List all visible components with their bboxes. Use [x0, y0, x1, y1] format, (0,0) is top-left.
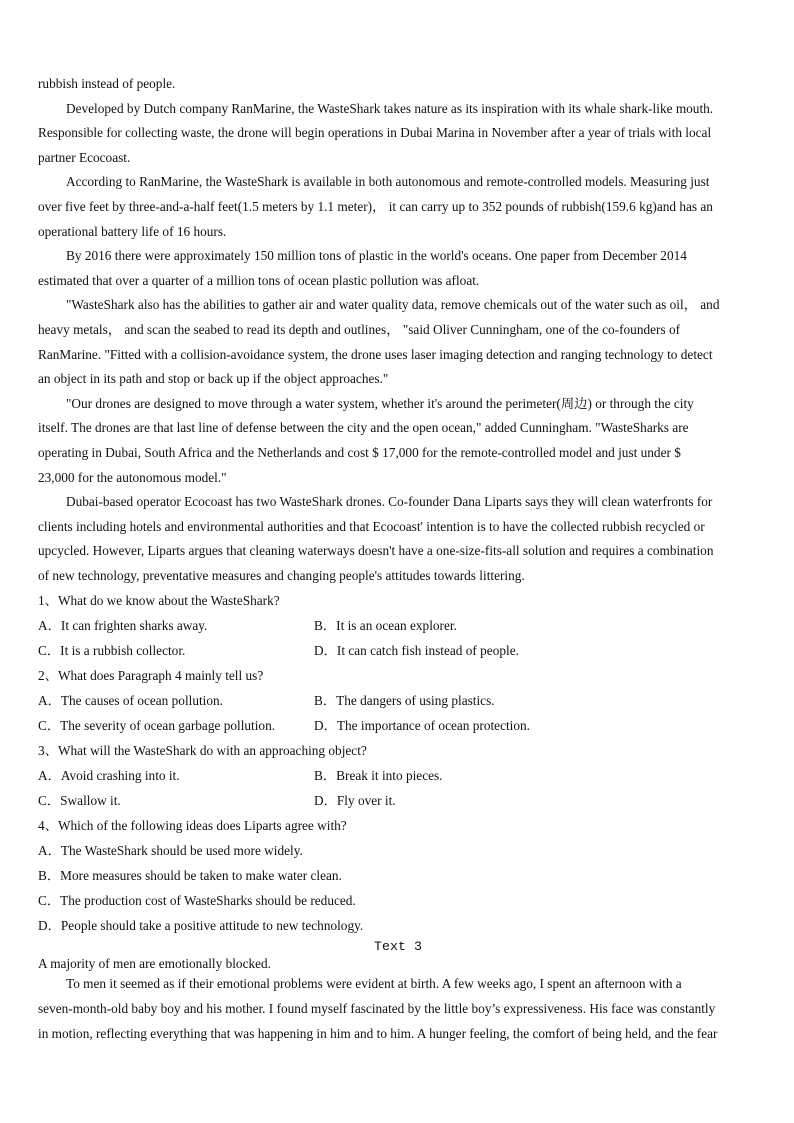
question-3: [38, 738, 758, 813]
passage-line: Dubai-based operator Ecocoast has two WasteShark drones. Co-founder Dana Liparts says they will clean waterfronts for: [66, 494, 713, 510]
passage-line: "Our drones are designed to move through a water system, whether it's around the perimeter(周边) or through the city: [66, 395, 694, 411]
section-heading-text3: Text 3: [374, 939, 422, 955]
passage-line: Responsible for collecting waste, the drone will begin operations in Dubai Marina in November after a year of trials with local: [38, 125, 712, 141]
question-stem: 2、What does Paragraph 4 mainly tell us?: [38, 668, 264, 684]
passage-line: RanMarine. "Fitted with a collision-avoidance system, the drone uses laser imaging detection and ranging technology to detect: [38, 346, 713, 362]
passage-line: By 2016 there were approximately 150 million tons of plastic in the world's oceans. One paper from December 2014: [66, 248, 687, 264]
passage-line: Developed by Dutch company RanMarine, the WasteShark takes nature as its inspiration with its whale shark-like mouth.: [66, 100, 714, 116]
passage-line: itself. The drones are that last line of defense between the city and the open ocean," added Cunningham. "WasteSharks are: [38, 420, 689, 436]
option-d: D．Fly over it.: [314, 793, 396, 809]
option-b: B．The dangers of using plastics.: [314, 693, 495, 709]
option-c: C．It is a rubbish collector.: [38, 643, 186, 659]
passage-line: estimated that over a quarter of a million tons of ocean plastic pollution was afloat.: [38, 272, 480, 288]
passage-line: over five feet by three-and-a-half feet(1.5 meters by 1.1 meter)， it can carry up to 352 pounds of rubbish(159.6 kg)and has an: [38, 198, 713, 214]
option-a: A．The causes of ocean pollution.: [38, 693, 223, 709]
option-d: D．It can catch fish instead of people.: [314, 643, 519, 659]
option-c: C．The production cost of WasteSharks should be reduced.: [38, 893, 356, 909]
passage-line: 23,000 for the autonomous model.": [38, 469, 227, 485]
passage-line: operating in Dubai, South Africa and the Netherlands and cost $ 17,000 for the remote-controlled model and just under $: [38, 444, 681, 460]
passage-line: an object in its path and stop or back up if the object approaches.": [38, 371, 389, 387]
option-d: D．People should take a positive attitude to new technology.: [38, 918, 364, 934]
passage-line: operational battery life of 16 hours.: [38, 223, 227, 239]
passage-line: "WasteShark also has the abilities to gather air and water quality data, remove chemicals out of the water such as oil， and: [66, 297, 720, 313]
passage-line: upcycled. However, Liparts argues that cleaning waterways doesn't have a one-size-fits-all solution and requires a combination: [38, 543, 714, 559]
passage-line: in motion, reflecting everything that was happening in him and to him. A hunger feeling, the comfort of being held, and the fear: [38, 1025, 718, 1041]
passage-text: [38, 72, 758, 588]
passage-line: seven-month-old baby boy and his mother. I found myself fascinated by the little boy’s expressiveness. His face was constantly: [38, 1001, 716, 1017]
question-stem: 1、What do we know about the WasteShark?: [38, 593, 280, 609]
passage-line: According to RanMarine, the WasteShark is available in both autonomous and remote-controlled models. Measuring just: [66, 174, 710, 190]
option-b: B．It is an ocean explorer.: [314, 618, 457, 634]
passage-line: of new technology, preventative measures and changing people's attitudes towards littering.: [38, 567, 525, 583]
question-4: [38, 813, 758, 938]
document-page: [38, 72, 758, 1046]
question-stem: 3、What will the WasteShark do with an approaching object?: [38, 743, 367, 759]
option-a: A．Avoid crashing into it.: [38, 768, 180, 784]
option-c: C．The severity of ocean garbage pollution.: [38, 718, 276, 734]
passage-line: To men it seemed as if their emotional problems were evident at birth. A few weeks ago, I spent an afternoon with a: [66, 976, 682, 992]
text3-passage: [38, 955, 758, 1046]
question-2: [38, 663, 758, 738]
passage-line: rubbish instead of people.: [38, 76, 176, 91]
option-b: B．More measures should be taken to make water clean.: [38, 868, 342, 884]
option-a: A．The WasteShark should be used more widely.: [38, 843, 303, 859]
question-stem: 4、Which of the following ideas does Liparts agree with?: [38, 818, 347, 834]
passage-line: partner Ecocoast.: [38, 149, 131, 165]
passage-line: clients including hotels and environmental authorities and that Ecocoast' intention is to have the collected rubbish recycled or: [38, 518, 705, 534]
option-d: D．The importance of ocean protection.: [314, 718, 530, 734]
passage-line: A majority of men are emotionally blocked.: [38, 956, 272, 972]
question-1: [38, 588, 758, 663]
option-a: A．It can frighten sharks away.: [38, 618, 208, 634]
option-c: C．Swallow it.: [38, 793, 121, 809]
passage-line: heavy metals， and scan the seabed to read its depth and outlines， "said Oliver Cunningham, one of the co-founders of: [38, 321, 681, 337]
option-b: B．Break it into pieces.: [314, 768, 443, 784]
